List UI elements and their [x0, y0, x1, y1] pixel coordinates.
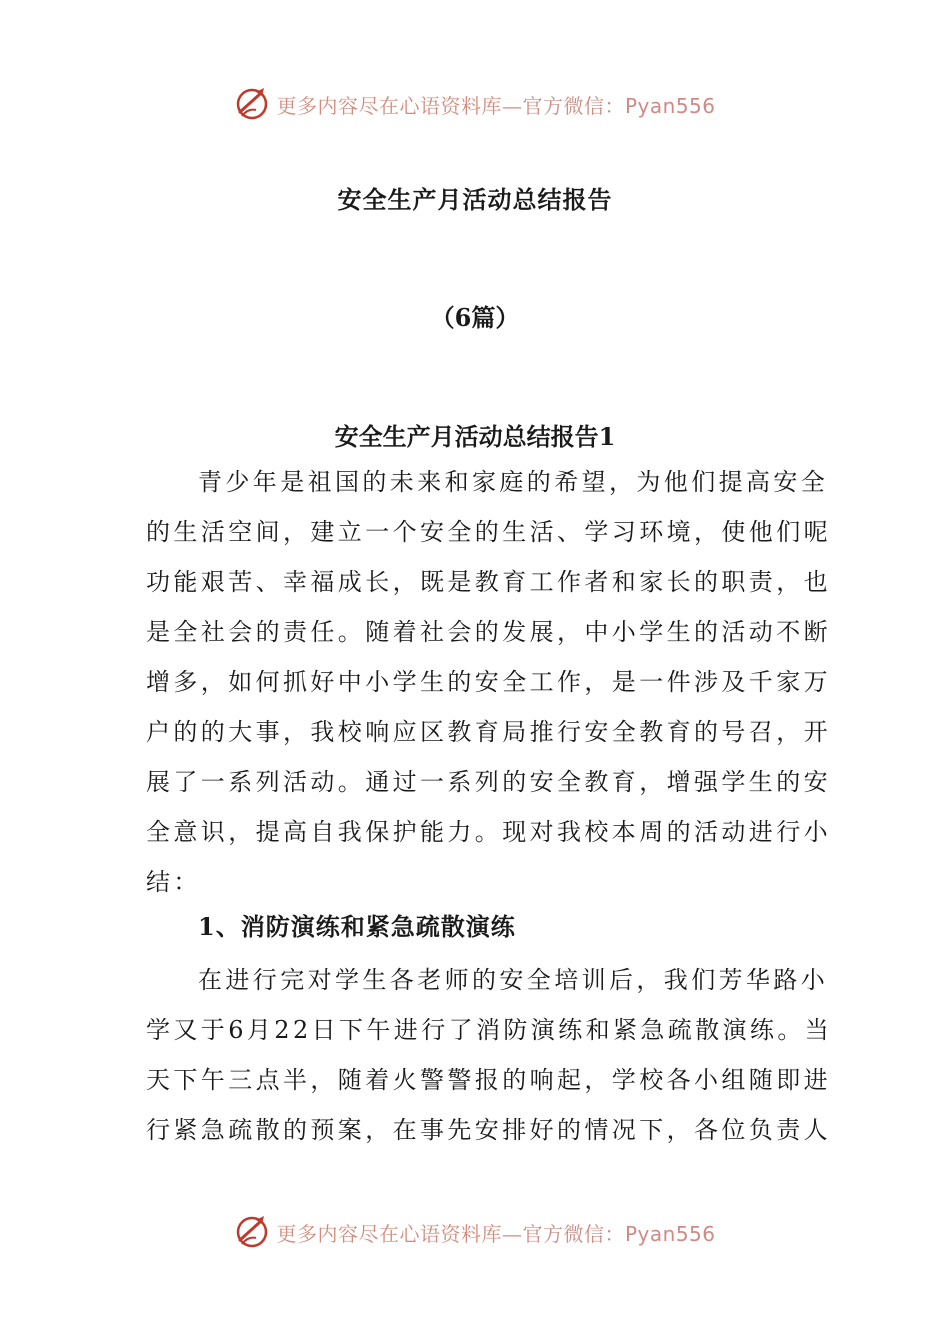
paragraph-line: 增多，如何抓好中小学生的安全工作，是一件涉及千家万 [146, 668, 831, 696]
banner-text: 更多内容尽在心语资料库 [276, 93, 502, 118]
paragraph-line: 功能艰苦、幸福成长，既是教育工作者和家长的职责，也 [146, 568, 831, 596]
document-count: （6篇） [430, 303, 520, 332]
paragraph-line: 天下午三点半，随着火警警报的响起，学校各小组随即进 [146, 1066, 831, 1094]
banner-wechat-label: 官方微信： [522, 93, 625, 118]
paragraph-intro [146, 457, 831, 907]
banner-wechat-id: Pyan556 [624, 1221, 716, 1246]
footer-watermark-banner [0, 1212, 950, 1252]
pen-logo-icon [234, 86, 270, 122]
paragraph-line: 结： [146, 868, 201, 896]
section-title: 安全生产月活动总结报告1 [334, 422, 616, 451]
pen-logo-icon [234, 1214, 270, 1250]
paragraph-line: 行紧急疏散的预案，在事先安排好的情况下，各位负责人 [146, 1116, 831, 1144]
banner-text: 更多内容尽在心语资料库 [276, 1221, 502, 1246]
paragraph-line: 学又于6月22日下午进行了消防演练和紧急疏散演练。当 [146, 1016, 833, 1044]
paragraph-line: 的生活空间，建立一个安全的生活、学习环境，使他们呢 [146, 518, 831, 546]
header-watermark-banner [0, 84, 950, 124]
paragraph-line: 展了一系列活动。通过一系列的安全教育，增强学生的安 [146, 768, 831, 796]
paragraph-fire-drill [146, 955, 833, 1155]
document-title: 安全生产月活动总结报告 [337, 185, 613, 214]
paragraph-line: 全意识，提高自我保护能力。现对我校本周的活动进行小 [146, 818, 831, 846]
banner-dash: — [501, 93, 523, 118]
subheading-fire-drill: 1、消防演练和紧急疏散演练 [198, 912, 516, 941]
paragraph-line: 在进行完对学生各老师的安全培训后，我们芳华路小 [198, 966, 829, 994]
banner-wechat-id: Pyan556 [624, 93, 716, 118]
banner-dash: — [501, 1221, 523, 1246]
paragraph-line: 户的的大事，我校响应区教育局推行安全教育的号召，开 [146, 718, 831, 746]
paragraph-line: 是全社会的责任。随着社会的发展，中小学生的活动不断 [146, 618, 831, 646]
paragraph-line: 青少年是祖国的未来和家庭的希望，为他们提高安全 [198, 468, 829, 496]
banner-wechat-label: 官方微信： [522, 1221, 625, 1246]
